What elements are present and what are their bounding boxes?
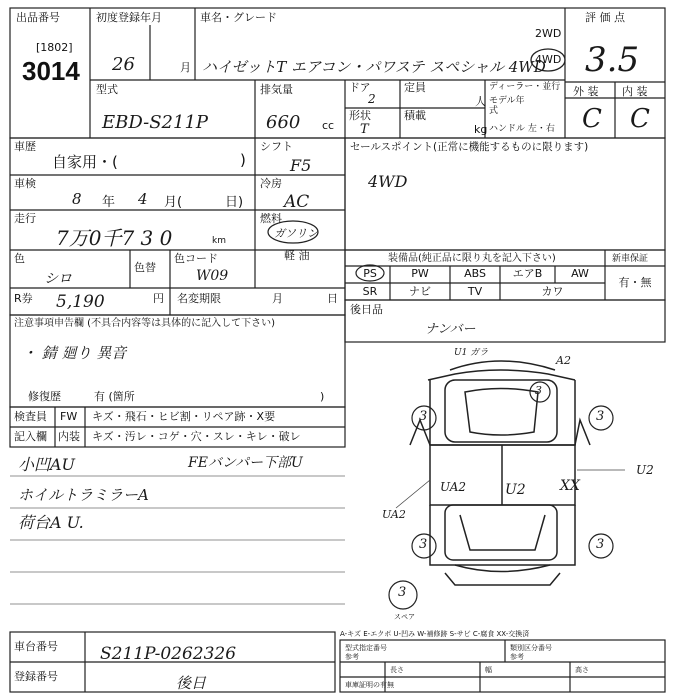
sales-point-value: 4WD xyxy=(368,172,408,191)
later-label: 後日品 xyxy=(350,303,383,316)
cooler-value: AC xyxy=(284,192,310,212)
interior-grade: C xyxy=(630,104,650,134)
shift-label: シフト xyxy=(260,140,293,153)
model-year-label: モデル年式 xyxy=(489,96,525,116)
load-label: 積載 xyxy=(404,109,426,122)
type-value: EBD-S211P xyxy=(102,112,209,133)
door-value: 2 xyxy=(368,92,376,106)
door-label: ドア xyxy=(349,81,371,94)
model-grade-value: ハイゼットT エアコン・パワステ スペシャル 4WD xyxy=(202,58,546,76)
equip-ps: PS xyxy=(363,267,377,280)
mark-fr: 3 xyxy=(596,409,605,424)
notes-label: 注意事項申告欄 (不具合内容等は具体的に記入して下さい) xyxy=(14,318,275,329)
lot-sub: [1802] xyxy=(36,41,73,54)
equip-navi: ナビ xyxy=(409,285,431,298)
later-value: ナンバー xyxy=(425,322,476,337)
fw-label: FW xyxy=(60,410,78,423)
diag-top-left: U1 ガラ xyxy=(454,348,489,358)
fuel-label: 燃料 xyxy=(260,212,282,225)
repair-close: ) xyxy=(320,390,325,403)
shift-value: F5 xyxy=(290,156,312,175)
mileage-label: 走行 xyxy=(14,212,36,225)
inspection-year-unit: 年 xyxy=(102,195,116,210)
garage-cert-label: 車庫証明の有無 xyxy=(345,681,394,689)
color-change-label: 色替 xyxy=(134,261,156,274)
interior-row-label: 内装 xyxy=(58,430,80,443)
chassis-value: S211P-0262326 xyxy=(100,644,237,664)
diag-right-side: U2 xyxy=(636,463,654,477)
exterior-grade: C xyxy=(582,104,602,134)
interior-text: キズ・汚レ・コゲ・穴・スレ・キレ・破レ xyxy=(92,430,301,443)
equip-sr: SR xyxy=(362,285,378,298)
exterior-label: 外 装 xyxy=(573,85,599,98)
recycle-unit: 円 xyxy=(153,292,164,305)
inspector-label: 検査員 xyxy=(14,410,47,423)
displacement-label: 排気量 xyxy=(260,83,293,96)
color-code-value: W09 xyxy=(196,268,229,284)
diag-left-panel: UA2 xyxy=(440,480,467,494)
warranty-label: 新車保証 xyxy=(612,254,649,264)
displacement-value: 660 xyxy=(266,112,301,133)
equip-leather: カワ xyxy=(541,285,564,298)
color-label: 色 xyxy=(14,252,25,265)
diag-top-right: A2 xyxy=(556,354,571,367)
recycle-label: R券 xyxy=(14,292,33,305)
vehicle-diagram xyxy=(410,361,590,585)
diag-left-side: UA2 xyxy=(382,508,406,521)
mark-spare: 3 xyxy=(398,585,407,600)
dealer-label: ディーラー・並行 xyxy=(489,82,561,92)
name-change-day: 日 xyxy=(327,292,338,305)
reg-label: 登録番号 xyxy=(14,670,58,683)
mark-rr: 3 xyxy=(596,537,605,552)
equip-airbag: エアB xyxy=(512,267,543,280)
equip-abs: ABS xyxy=(464,267,486,280)
mileage-value: 7万0千7 3 0 xyxy=(56,226,173,250)
lot-label: 出品番号 xyxy=(16,11,60,24)
fuel-value: ガソリン xyxy=(274,227,318,240)
reg-value: 後日 xyxy=(176,674,207,692)
inspection-day-unit: 日) xyxy=(225,195,244,210)
shape-label: 形状 xyxy=(349,109,371,122)
repair-value: 有 (箇所 xyxy=(94,390,135,403)
fw-text: キズ・飛石・ヒビ割・リペア跡・X要 xyxy=(92,410,276,423)
model-grade-label: 車名・グレード xyxy=(200,11,277,24)
entry-label: 記入欄 xyxy=(14,430,47,443)
mileage-unit: km xyxy=(212,236,226,246)
diagram-legend: A-キズ E-エクボ U-凹み W-補修跡 S-サビ C-腐食 XX-交換済 xyxy=(340,630,530,638)
width-label: 幅 xyxy=(485,666,492,674)
interior-label: 内 装 xyxy=(622,85,648,98)
diag-center: U2 xyxy=(505,482,526,498)
color-value: シロ xyxy=(44,271,72,287)
mark-fl: 3 xyxy=(419,409,428,424)
drive-4wd: 4WD xyxy=(535,53,562,66)
inspection-year: 8 xyxy=(72,190,82,208)
first-reg-year: 26 xyxy=(112,54,135,75)
sales-point-label: セールスポイント(正常に機能するものに限ります) xyxy=(350,141,589,153)
mark-rl: 3 xyxy=(419,537,428,552)
equipment-label: 装備品(純正品に限り丸を記入下さい) xyxy=(388,253,556,264)
load-unit: kg xyxy=(474,123,488,136)
shape-value: T xyxy=(360,122,369,137)
diag-right-panel: XX xyxy=(560,478,580,494)
capacity-label: 定員 xyxy=(404,81,426,94)
color-code-label: 色コード xyxy=(174,252,218,265)
diag-spare: スペア xyxy=(394,613,415,621)
lot-number: 3014 xyxy=(22,56,80,86)
recycle-value: 5,190 xyxy=(56,292,105,312)
history-label: 車歴 xyxy=(14,140,36,153)
equip-tv: TV xyxy=(467,285,483,298)
score-label: 評 価 点 xyxy=(585,11,625,24)
repair-label: 修復歴 xyxy=(28,390,61,403)
fuel-alt: 軽 油 xyxy=(284,249,310,262)
chassis-label: 車台番号 xyxy=(14,640,58,653)
form-ref-2: 参考 xyxy=(510,653,524,661)
height-label: 高さ xyxy=(575,666,589,674)
mark-glass: 3 xyxy=(535,384,542,397)
handle-label: ハンドル 左・右 xyxy=(489,124,555,134)
remark-line-1: 小凹AU xyxy=(18,455,76,474)
warranty-value: 有・無 xyxy=(618,276,652,289)
name-change-month: 月 xyxy=(272,292,283,305)
displacement-unit: cc xyxy=(322,119,335,132)
type-label: 型式 xyxy=(96,83,118,96)
length-label: 長さ xyxy=(390,666,404,674)
remark-line-2: ホイルトラミラーA xyxy=(18,486,149,504)
cooler-label: 冷房 xyxy=(260,177,282,190)
inspection-label: 車検 xyxy=(14,177,36,190)
equip-aw: AW xyxy=(571,267,589,280)
first-reg-month-unit: 月 xyxy=(180,61,191,74)
first-reg-label: 初度登録年月 xyxy=(96,11,162,24)
form-label-2: 類別区分番号 xyxy=(510,644,552,652)
score-value: 3.5 xyxy=(585,40,640,80)
equip-pw: PW xyxy=(411,267,429,280)
notes-value: ・ 錆 廻り 異音 xyxy=(22,344,127,362)
name-change-label: 名変期限 xyxy=(177,292,221,305)
remark-line-3: 荷台A U. xyxy=(18,513,84,532)
inspection-month-unit: 月( xyxy=(164,195,183,210)
history-close: ) xyxy=(240,151,246,169)
inspection-month: 4 xyxy=(138,190,148,208)
history-value: 自家用・( xyxy=(52,153,118,171)
form-ref-1: 参考 xyxy=(345,653,359,661)
form-label-1: 型式指定番号 xyxy=(345,644,387,652)
capacity-unit: 人 xyxy=(475,95,486,108)
drive-2wd: 2WD xyxy=(535,27,562,40)
remark-line-1-right: FEバンパー下部U xyxy=(188,455,303,471)
